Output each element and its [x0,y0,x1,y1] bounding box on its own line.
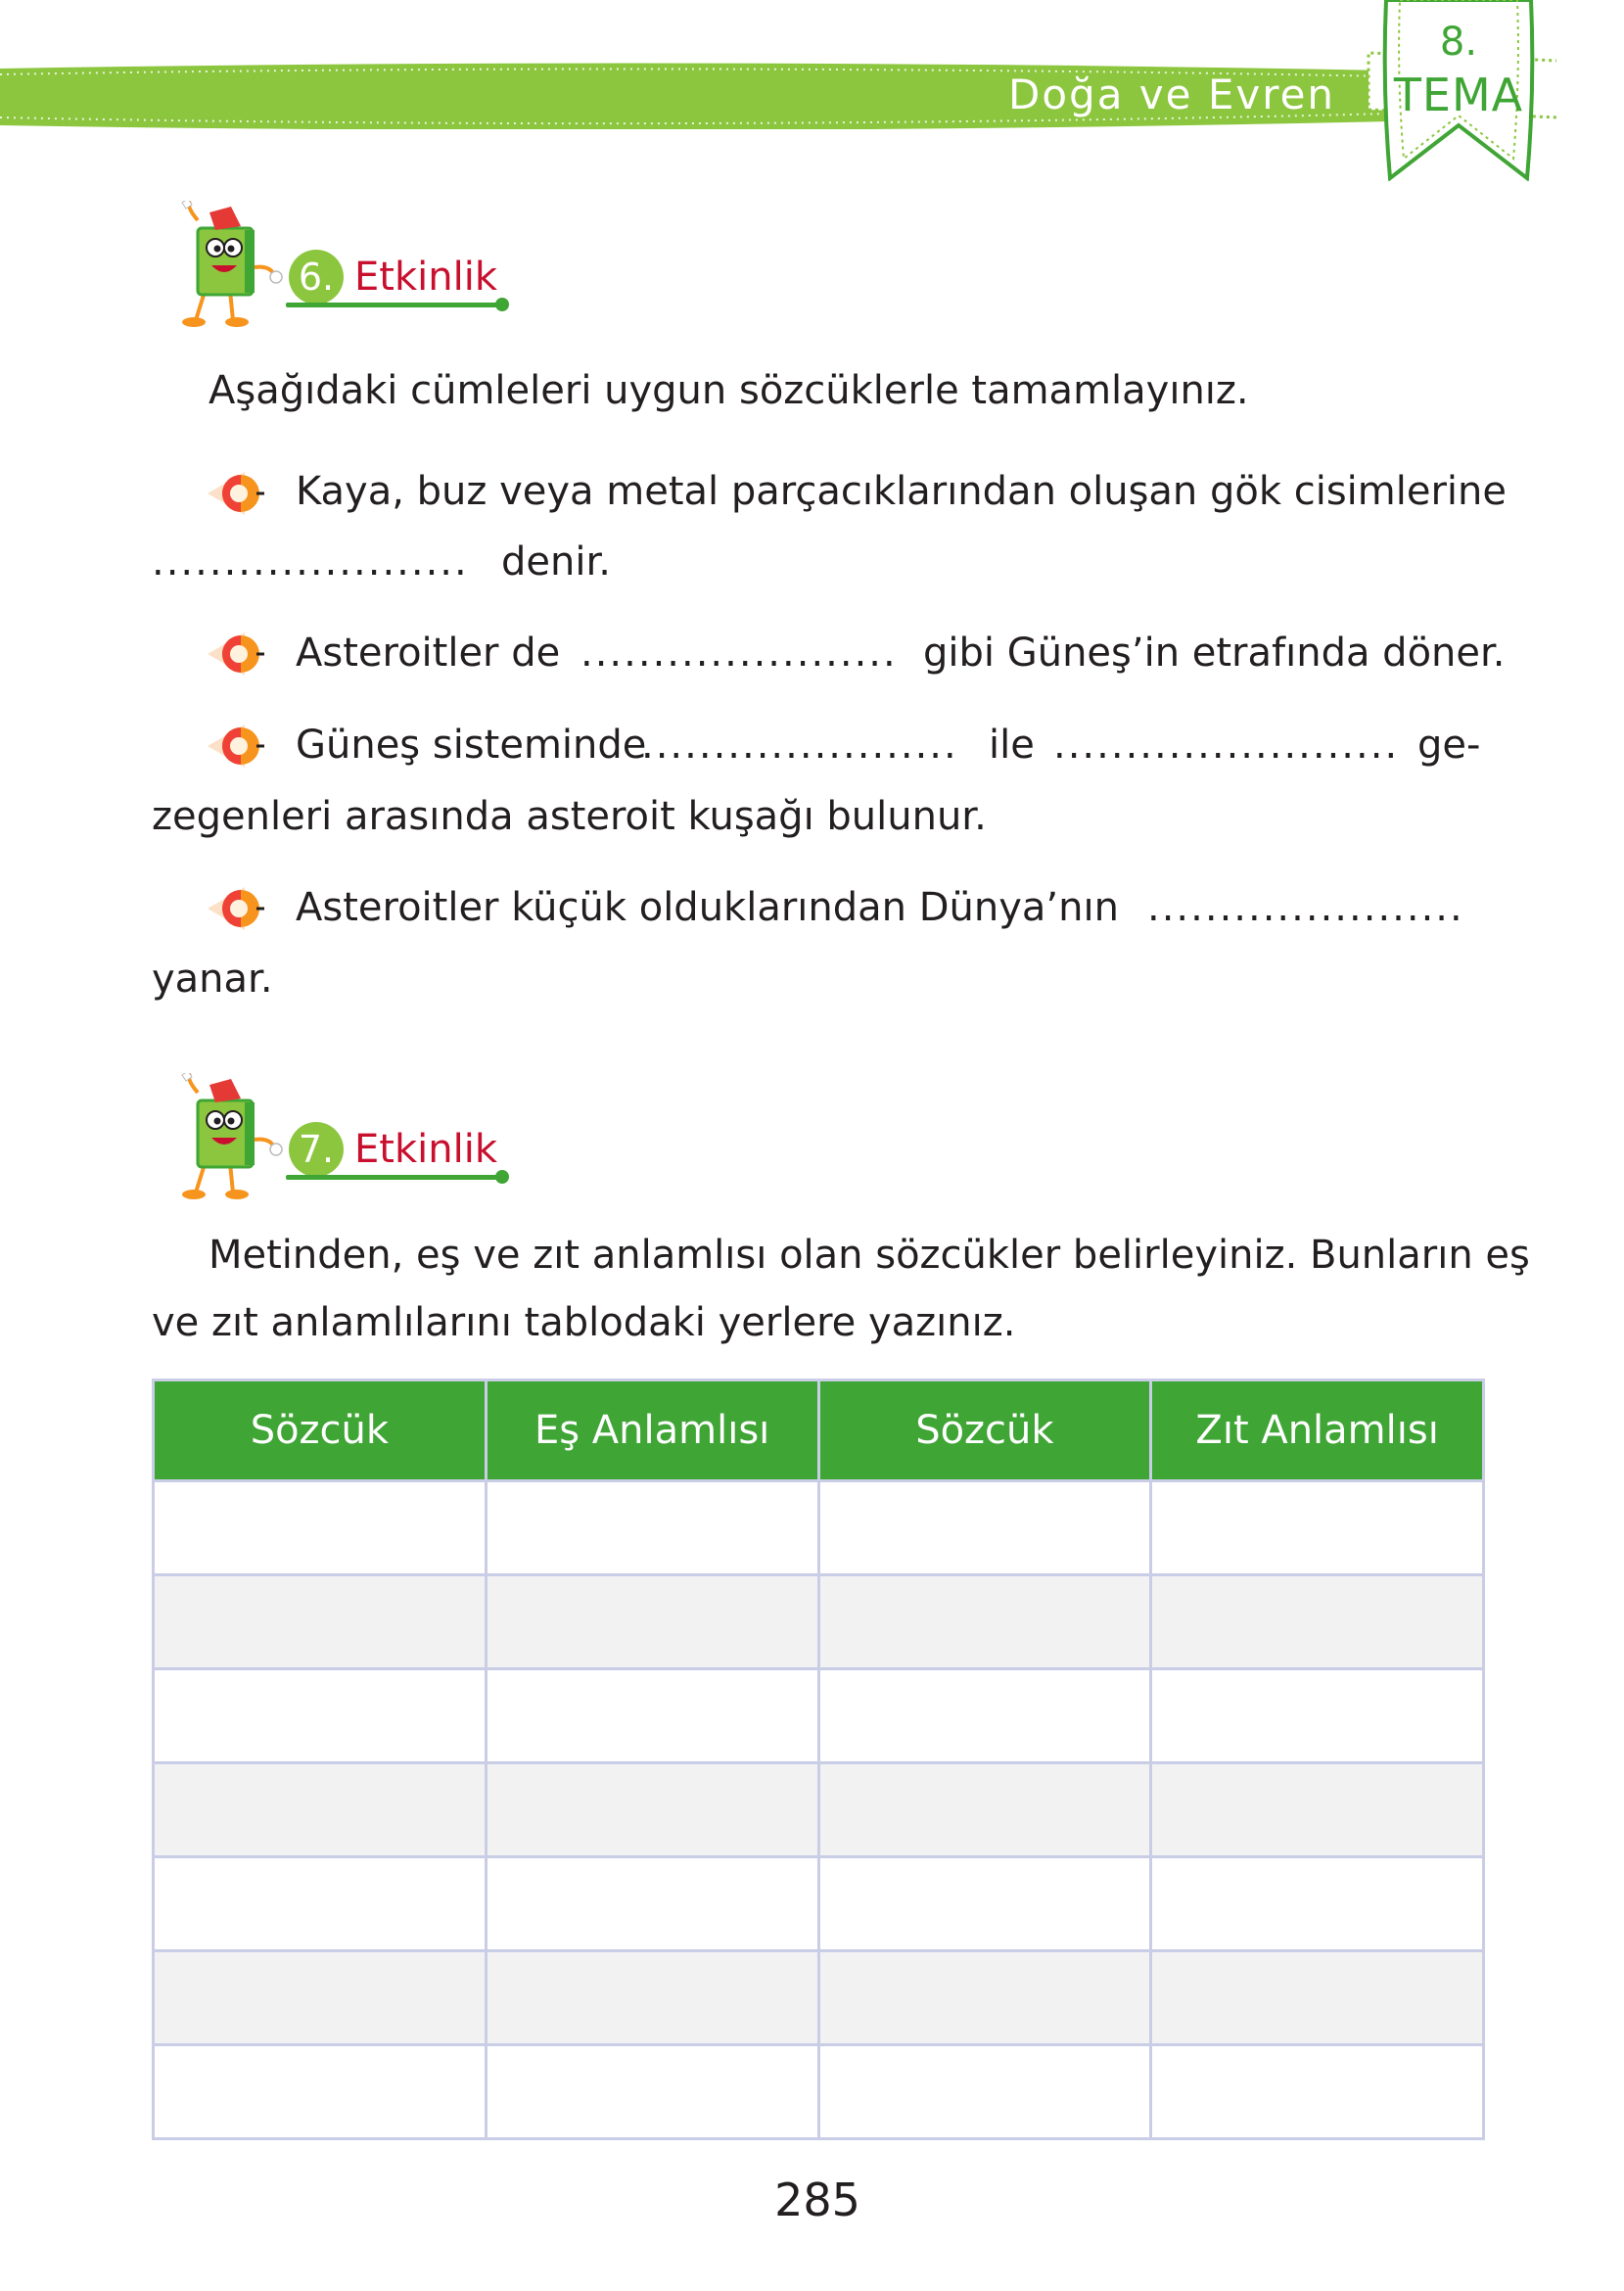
activity-6-instruction: Aşağıdaki cümleleri uygun sözcüklerle tamamlayınız. [209,368,1249,413]
answer-cell[interactable] [818,1669,1151,1763]
answer-cell[interactable] [1151,1669,1484,1763]
comet-bullet-icon [206,466,266,521]
answer-cell[interactable] [1151,2045,1484,2139]
answer-cell[interactable] [818,1763,1151,1857]
table-row [154,1951,1484,2045]
answer-cell[interactable] [818,2045,1151,2139]
item-3-blank-2: ........................ [1053,723,1400,768]
table-row [154,2045,1484,2139]
activity-underline [286,303,503,307]
activity-7-instruction-line-2: ve zıt anlamlılarını tablodaki yerlere yazınız. [152,1300,1016,1345]
answer-cell[interactable] [1151,1951,1484,2045]
page-number: 285 [774,2174,860,2226]
answer-cell[interactable] [1151,1575,1484,1669]
answer-cell[interactable] [154,1575,487,1669]
table-row [154,1575,1484,1669]
activity-7-instruction-line-1: Metinden, eş ve zıt anlamlısı olan sözcükler belirleyiniz. Bunların eş [209,1233,1530,1278]
answer-cell[interactable] [154,1857,487,1951]
answer-cell[interactable] [486,1951,818,2045]
word-table [152,1379,1485,2140]
answer-cell[interactable] [818,1857,1151,1951]
header-sozcuk: Sözcük [154,1380,487,1481]
answer-cell[interactable] [486,1763,818,1857]
item-4-line-2: yanar. [152,957,273,1002]
item-3-end: ge- [1417,723,1481,768]
tema-label: TEMA [1393,69,1524,121]
item-1-blank: ...................... [152,539,469,584]
activity-6-header [176,201,509,328]
answer-cell[interactable] [818,1481,1151,1575]
activity-number: 6. [289,250,344,304]
activity-underline [286,1175,503,1180]
activity-number: 7. [289,1122,344,1177]
answer-cell[interactable] [486,1857,818,1951]
comet-bullet-icon [206,719,266,773]
table-row [154,1669,1484,1763]
item-4-blank: ...................... [1147,885,1464,930]
answer-cell[interactable] [154,1481,487,1575]
comet-bullet-icon [206,881,266,936]
header-zit-anlamlisi: Zıt Anlamlısı [1151,1380,1484,1481]
item-3-line-2: zegenleri arasında asteroit kuşağı bulunur. [152,794,987,839]
answer-cell[interactable] [154,2045,487,2139]
item-1-line-1: Kaya, buz veya metal parçacıklarından oluşan gök cisimlerine [296,469,1507,514]
answer-cell[interactable] [486,1481,818,1575]
answer-cell[interactable] [154,1763,487,1857]
table-header-row [154,1380,1484,1481]
activity-underline-dot [495,1170,509,1184]
answer-cell[interactable] [1151,1857,1484,1951]
header-sozcuk-2: Sözcük [818,1380,1151,1481]
answer-cell[interactable] [1151,1763,1484,1857]
answer-cell[interactable] [818,1575,1151,1669]
answer-cell[interactable] [154,1951,487,2045]
book-mascot-icon [176,201,284,328]
table-row [154,1763,1484,1857]
answer-cell[interactable] [154,1669,487,1763]
theme-title: Doğa ve Evren [1008,70,1336,118]
answer-cell[interactable] [818,1951,1151,2045]
answer-cell[interactable] [1151,1481,1484,1575]
activity-label: Etkinlik [354,1127,497,1172]
tema-number: 8. [1439,20,1478,65]
answer-cell[interactable] [486,1669,818,1763]
item-2-before: Asteroitler de [296,631,561,676]
answer-cell[interactable] [486,2045,818,2139]
item-3-blank-1: ...................... [641,723,958,768]
answer-cell[interactable] [486,1575,818,1669]
header-es-anlamlisi: Eş Anlamlısı [486,1380,818,1481]
table-row [154,1481,1484,1575]
book-mascot-icon [176,1073,284,1200]
activity-label: Etkinlik [354,255,497,300]
item-3-before: Güneş sisteminde [296,723,647,768]
activity-7-header [176,1073,509,1200]
item-2-blank: ...................... [580,631,898,676]
item-4-before: Asteroitler küçük olduklarından Dünya’nın [296,885,1119,930]
item-1-line-2: denir. [501,539,611,584]
item-3-middle: ile [989,723,1035,768]
activity-underline-dot [495,298,509,311]
item-2-after: gibi Güneş’in etrafında döner. [923,631,1506,676]
table-row [154,1857,1484,1951]
comet-bullet-icon [206,627,266,681]
